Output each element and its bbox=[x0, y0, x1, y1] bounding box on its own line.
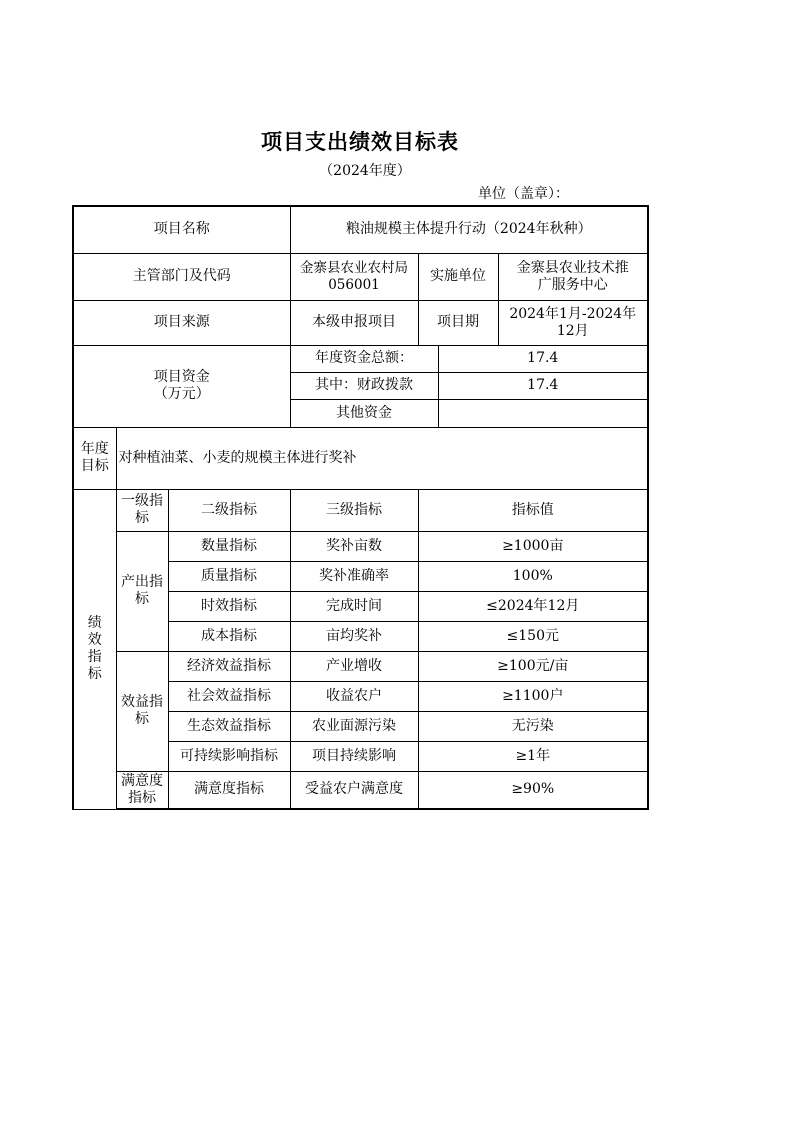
department-label: 主管部门及代码 bbox=[73, 253, 290, 300]
level1-header-line1: 一级指 bbox=[121, 493, 163, 509]
table-row bbox=[73, 771, 648, 809]
funds-label bbox=[73, 345, 290, 427]
source-value: 本级申报项目 bbox=[290, 300, 418, 345]
benefit-label-line2: 标 bbox=[135, 711, 149, 727]
level3-cell: 受益农户满意度 bbox=[290, 771, 418, 809]
fiscal-year: （2024年度） bbox=[319, 163, 411, 179]
group-label-char: 效 bbox=[87, 632, 102, 648]
implementing-unit-cell bbox=[418, 253, 648, 300]
performance-indicator-group-label bbox=[73, 489, 116, 809]
benefit-indicator-label bbox=[116, 651, 168, 771]
indicator-value-cell: 无污染 bbox=[418, 711, 648, 741]
level2-cell: 质量指标 bbox=[168, 561, 290, 591]
level1-header-line2: 标 bbox=[135, 510, 149, 526]
group-label-char: 绩 bbox=[87, 615, 102, 631]
indicator-value-cell: ≥1年 bbox=[418, 741, 648, 771]
annual-goal-label-line1: 年度 bbox=[80, 441, 109, 457]
output-label-line2: 标 bbox=[135, 591, 149, 607]
department-value: 金寨县农业农村局056001 bbox=[290, 253, 418, 300]
indicator-value-cell: ≤150元 bbox=[418, 621, 648, 651]
annual-goal-label-line2: 目标 bbox=[80, 458, 109, 474]
level3-cell: 项目持续影响 bbox=[290, 741, 418, 771]
table-row bbox=[73, 651, 648, 681]
funds-total-row bbox=[73, 345, 648, 372]
output-indicator-label bbox=[116, 531, 168, 651]
funds-total-label: 年度资金总额： bbox=[290, 345, 438, 372]
level2-cell: 满意度指标 bbox=[168, 771, 290, 809]
satisfaction-label-line2: 指标 bbox=[128, 789, 156, 806]
indicator-value-header: 指标值 bbox=[418, 489, 648, 531]
implementing-unit-line2: 广服务中心 bbox=[537, 276, 608, 293]
level3-cell: 亩均奖补 bbox=[290, 621, 418, 651]
satisfaction-indicator-label bbox=[116, 771, 168, 809]
satisfaction-label-line1: 满意度 bbox=[121, 772, 163, 789]
level2-cell: 可持续影响指标 bbox=[168, 741, 290, 771]
annual-goal-text: 对种植油菜、小麦的规模主体进行奖补 bbox=[116, 427, 648, 489]
project-name-value: 粮油规模主体提升行动（2024年秋种） bbox=[290, 206, 648, 253]
project-period-cell bbox=[418, 300, 648, 345]
group-label-char: 标 bbox=[87, 666, 102, 682]
implementing-unit-line1: 金寨县农业技术推 bbox=[516, 259, 629, 276]
level2-cell: 社会效益指标 bbox=[168, 681, 290, 711]
project-period-line2: 12月 bbox=[556, 322, 589, 339]
source-row bbox=[73, 300, 648, 345]
level3-cell: 产业增收 bbox=[290, 651, 418, 681]
benefit-label-line1: 效益指 bbox=[121, 694, 163, 710]
level3-cell: 完成时间 bbox=[290, 591, 418, 621]
funds-fiscal-value: 17.4 bbox=[438, 372, 648, 399]
funds-label-line1: 项目资金 bbox=[153, 369, 210, 385]
page-title: 项目支出绩效目标表 bbox=[261, 130, 459, 154]
funds-other-value bbox=[438, 399, 648, 427]
unit-seal-label: 单位（盖章）： bbox=[478, 186, 569, 202]
funds-total-value: 17.4 bbox=[438, 345, 648, 372]
indicator-value-cell: ≥1100户 bbox=[418, 681, 648, 711]
indicator-value-cell: ≥90% bbox=[418, 771, 648, 809]
level2-cell: 时效指标 bbox=[168, 591, 290, 621]
project-period-label: 项目期 bbox=[419, 301, 499, 345]
level2-cell: 经济效益指标 bbox=[168, 651, 290, 681]
funds-fiscal-label: 其中：财政拨款 bbox=[290, 372, 438, 399]
annual-goal-label bbox=[73, 427, 116, 489]
output-label-line1: 产出指 bbox=[121, 574, 163, 590]
funds-other-label: 其他资金 bbox=[290, 399, 438, 427]
level3-cell: 收益农户 bbox=[290, 681, 418, 711]
annual-goal-row bbox=[73, 427, 648, 489]
performance-target-table bbox=[72, 205, 649, 810]
indicator-value-cell: ≥100元/亩 bbox=[418, 651, 648, 681]
group-label-char: 指 bbox=[87, 649, 102, 665]
level3-cell: 奖补准确率 bbox=[290, 561, 418, 591]
indicator-value-cell: 100% bbox=[418, 561, 648, 591]
level3-cell: 奖补亩数 bbox=[290, 531, 418, 561]
table-row bbox=[73, 531, 648, 561]
level2-cell: 生态效益指标 bbox=[168, 711, 290, 741]
indicator-value-cell: ≤2024年12月 bbox=[418, 591, 648, 621]
project-name-label: 项目名称 bbox=[73, 206, 290, 253]
implementing-unit-label: 实施单位 bbox=[419, 254, 499, 300]
funds-label-line2: （万元） bbox=[153, 386, 210, 402]
source-label: 项目来源 bbox=[73, 300, 290, 345]
level1-header bbox=[116, 489, 168, 531]
level3-cell: 农业面源污染 bbox=[290, 711, 418, 741]
level2-cell: 成本指标 bbox=[168, 621, 290, 651]
project-period-line1: 2024年1月-2024年 bbox=[509, 305, 637, 322]
level2-header: 二级指标 bbox=[168, 489, 290, 531]
level2-cell: 数量指标 bbox=[168, 531, 290, 561]
department-row bbox=[73, 253, 648, 300]
indicator-header-row bbox=[73, 489, 648, 531]
project-name-row bbox=[73, 206, 648, 253]
indicator-value-cell: ≥1000亩 bbox=[418, 531, 648, 561]
level3-header: 三级指标 bbox=[290, 489, 418, 531]
